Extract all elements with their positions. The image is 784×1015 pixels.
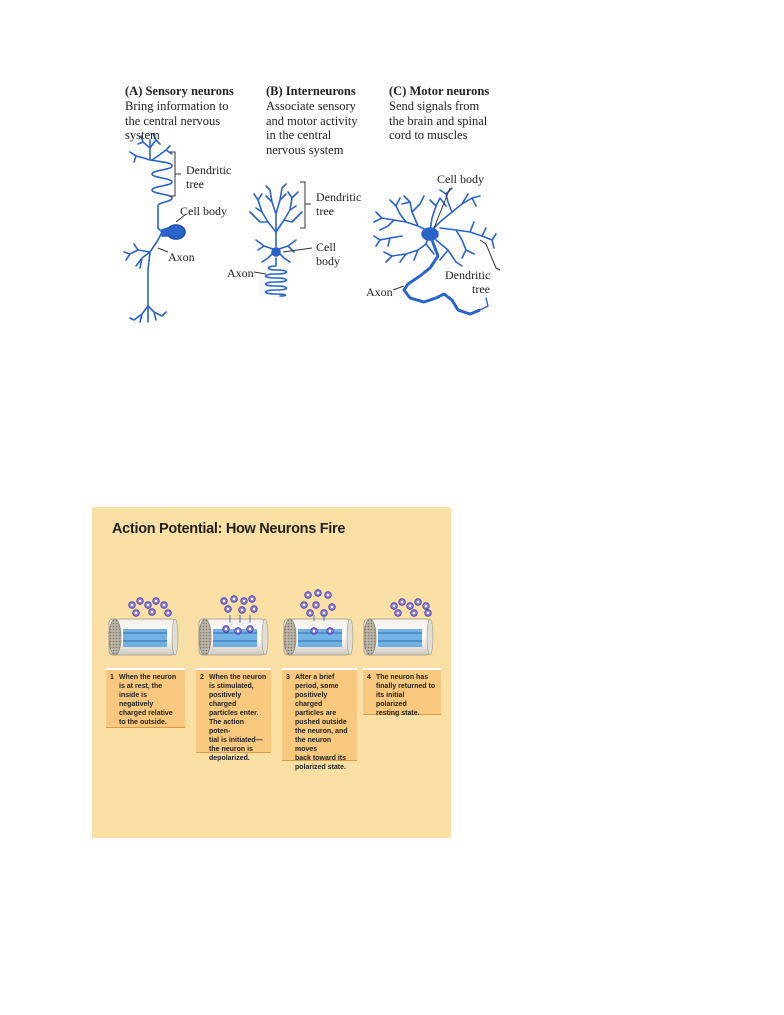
- step-text-line: the neuron is: [209, 746, 253, 753]
- step-text-line: When the neuron: [209, 674, 267, 681]
- interneuron-dendritic-label: Dendritic: [316, 190, 362, 204]
- step-text-line: charged relative: [119, 710, 173, 717]
- motor-column: [389, 84, 514, 143]
- step-text-line: particles enter.: [209, 710, 259, 717]
- step-text-line: finally returned to: [376, 683, 436, 690]
- interneuron-cell-body-label: body: [316, 254, 340, 268]
- interneuron-description-line: in the central: [266, 128, 332, 142]
- interneuron-drawing: [250, 184, 302, 296]
- sensory-axon-leader: [158, 248, 168, 252]
- motor-cell-body-leader: [434, 188, 450, 228]
- step-text-line: polarized state.: [295, 764, 346, 771]
- sensory-dendritic-label: tree: [186, 177, 204, 191]
- sensory-neuron-drawing: [124, 134, 172, 322]
- step-text-line: The action poten-: [209, 719, 245, 735]
- motor-cell-body: [422, 228, 438, 240]
- sensory-cell-body-label: Cell body: [180, 204, 227, 218]
- step-text-line: tial is initiated—: [209, 737, 263, 744]
- axon-segment: [109, 619, 178, 655]
- step-text-line: The neuron has: [376, 674, 429, 681]
- step-text-line: positively charged: [209, 692, 242, 708]
- step-box: [282, 668, 357, 771]
- interneuron-axon-leader: [254, 272, 266, 274]
- axon-segment: [364, 619, 433, 655]
- axon-segment: [199, 619, 268, 655]
- step-text-line: particles are: [295, 710, 337, 717]
- motor-dendritic-label: tree: [472, 282, 490, 296]
- step-text-line: its initial polarized: [376, 692, 407, 708]
- motor-description-line: Send signals from: [389, 99, 480, 113]
- step-text-line: is stimulated,: [209, 683, 254, 690]
- sensory-column: [125, 84, 255, 143]
- interneuron-cell-body-label: Cell: [316, 240, 336, 254]
- interneuron-description-line: Associate sensory: [266, 99, 356, 113]
- step-box: [363, 668, 441, 715]
- step-text-line: the neuron moves: [295, 737, 332, 753]
- neuron-types-figure: [0, 0, 784, 340]
- step-text-line: pushed outside: [295, 719, 347, 726]
- action-potential-title: Action Potential: How Neurons Fire: [112, 521, 346, 537]
- interneuron-axon-label: Axon: [227, 266, 254, 280]
- sensory-dendritic-bracket: [170, 152, 181, 196]
- interneuron-description-line: nervous system: [266, 142, 344, 157]
- motor-neuron-drawing: [374, 188, 496, 266]
- step-text-line: resting state.: [376, 710, 420, 717]
- motor-heading: (C) Motor neurons: [389, 84, 490, 98]
- sensory-dendritic-label: Dendritic: [186, 163, 232, 177]
- step-text-line: period, some: [295, 683, 339, 690]
- step-box: [196, 668, 271, 762]
- ion-cluster: [391, 599, 432, 617]
- interneuron-dendritic-label: tree: [316, 204, 334, 218]
- sensory-description-line: Bring information to: [125, 99, 229, 113]
- sensory-description-line: the central nervous: [125, 113, 221, 128]
- interneuron-dendritic-bracket: [300, 182, 311, 228]
- sensory-heading: (A) Sensory neurons: [125, 84, 234, 98]
- step-number: 2: [200, 674, 204, 681]
- ion-cluster: [129, 598, 172, 617]
- interneuron-column: [266, 84, 381, 157]
- step-number: 4: [367, 674, 371, 681]
- step-text-line: After a brief: [295, 674, 335, 681]
- ion-cluster: [221, 596, 258, 635]
- step-text-line: the neuron, and: [295, 728, 348, 735]
- motor-description-line: the brain and spinal: [389, 113, 488, 128]
- interneuron-cell-body: [272, 248, 280, 256]
- interneuron-cell-body-leader: [283, 248, 312, 252]
- step-number: 1: [110, 674, 114, 681]
- motor-description-line: cord to muscles: [389, 128, 468, 142]
- step-number: 3: [286, 674, 290, 681]
- motor-axon-label: Axon: [366, 285, 393, 299]
- sensory-axon-label: Axon: [168, 250, 195, 264]
- step-text-line: is at rest, the: [119, 683, 163, 690]
- step-text-line: When the neuron: [119, 674, 177, 681]
- motor-cell-body-label: Cell body: [437, 172, 484, 186]
- motor-dendritic-label: Dendritic: [445, 268, 491, 282]
- step-text-line: inside is negatively: [119, 692, 154, 708]
- sensory-description-line: system: [125, 128, 160, 142]
- step-text-line: depolarized.: [209, 755, 250, 762]
- sensory-cell-body: [167, 225, 185, 239]
- action-potential-panel: [92, 507, 451, 838]
- axon-segment: [284, 619, 353, 655]
- motor-dendritic-bracket: [480, 240, 500, 270]
- step-text-line: to the outside.: [119, 719, 167, 726]
- step-text-line: back toward its: [295, 755, 346, 762]
- step-box: [106, 668, 185, 728]
- motor-axon-leader: [393, 286, 404, 290]
- interneuron-description-line: and motor activity: [266, 113, 358, 128]
- step-text-line: positively charged: [295, 692, 328, 708]
- interneuron-heading: (B) Interneurons: [266, 84, 356, 98]
